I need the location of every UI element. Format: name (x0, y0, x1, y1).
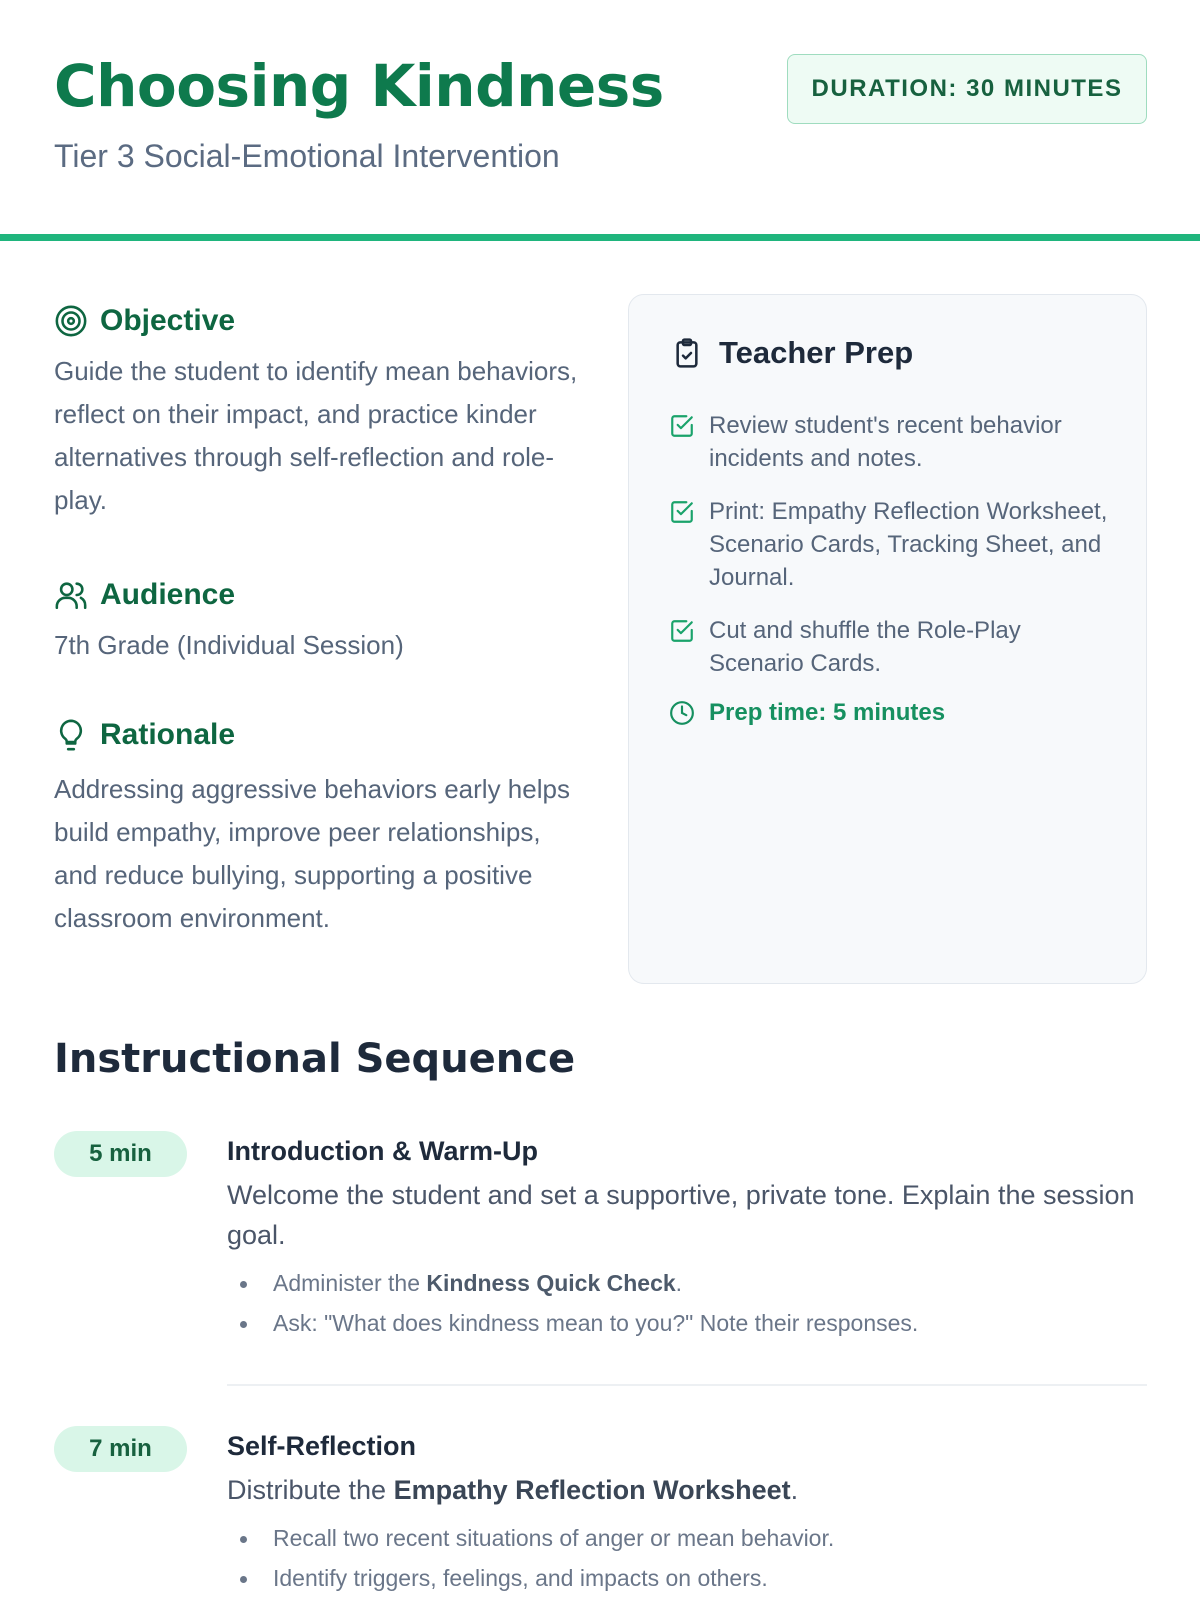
step-bullets (227, 1263, 1147, 1343)
audience-heading (54, 570, 235, 620)
step-content (227, 1131, 1147, 1343)
list-item (227, 1303, 1147, 1343)
bullet-suffix: . (675, 1270, 683, 1296)
teacher-prep-title: Teacher Prep (719, 335, 914, 370)
time-badge: 7 min (54, 1426, 187, 1472)
list-item (227, 1263, 1147, 1303)
clock-icon (669, 700, 695, 726)
prep-item-text: Review student's recent behavior incidents and notes. (709, 412, 1062, 472)
objective-text: Guide the student to identify mean behaviors, reflect on their impact, and practice kinder alternatives through self-reflection and role-play. (54, 356, 578, 515)
objective-heading (54, 296, 235, 346)
list-item (669, 614, 1109, 680)
teacher-prep-card (628, 294, 1147, 984)
bullet-text: Ask: "What does kindness mean to you?" Note their responses. (273, 1310, 919, 1336)
step-title: Self-Reflection (227, 1431, 417, 1461)
prep-item-text: Print: Empathy Reflection Worksheet, Scenario Cards, Tracking Sheet, and Journal. (709, 498, 1108, 591)
target-icon (54, 304, 88, 338)
list-item (227, 1518, 1147, 1558)
step-description: Welcome the student and set a supportive, private tone. Explain the session goal. (227, 1180, 1135, 1250)
rationale-heading (54, 710, 235, 760)
rationale-title: Rationale (100, 718, 236, 751)
page-title: Choosing Kindness (54, 52, 664, 120)
time-badge: 5 min (54, 1131, 187, 1177)
step-bullets (227, 1518, 1147, 1598)
bullet-text: Identify triggers, feelings, and impacts on others. (273, 1565, 768, 1591)
checkbox-checked-icon (669, 618, 695, 644)
teacher-prep-list (669, 409, 1109, 700)
bullet-text: Recall two recent situations of anger or mean behavior. (273, 1525, 835, 1551)
checkbox-checked-icon (669, 499, 695, 525)
bullet-text: Administer the (273, 1270, 427, 1296)
prep-item-text: Cut and shuffle the Role-Play Scenario Cards. (709, 617, 1021, 677)
teacher-prep-heading (671, 335, 913, 371)
description-text: Distribute the (227, 1475, 394, 1505)
duration-badge: DURATION: 30 MINUTES (787, 54, 1147, 124)
sequence-heading: Instructional Sequence (54, 1036, 576, 1082)
step-content (227, 1426, 1147, 1598)
list-item (227, 1558, 1147, 1598)
list-item (669, 409, 1109, 475)
audience-text: 7th Grade (Individual Session) (54, 630, 404, 660)
list-item (669, 495, 1109, 594)
page-header (0, 0, 1200, 242)
step-title: Introduction & Warm-Up (227, 1136, 538, 1166)
prep-time-text: Prep time: 5 minutes (709, 699, 946, 726)
header-divider (0, 234, 1200, 241)
prep-time (669, 699, 945, 727)
description-suffix: . (790, 1475, 799, 1505)
rationale-text: Addressing aggressive behaviors early helps build empathy, improve peer relationships, and reduce bullying, supporting a positive classroom environment. (54, 774, 570, 933)
clipboard-check-icon (671, 337, 703, 369)
audience-title: Audience (100, 578, 236, 611)
lightbulb-icon (54, 718, 88, 752)
page-subtitle: Tier 3 Social-Emotional Intervention (54, 138, 560, 174)
users-icon (54, 578, 88, 612)
checkbox-checked-icon (669, 413, 695, 439)
objective-title: Objective (100, 304, 236, 337)
step-description (227, 1470, 1147, 1510)
description-bold-text: Empathy Reflection Worksheet (393, 1475, 791, 1505)
bullet-bold-text: Kindness Quick Check (426, 1270, 676, 1296)
step-divider (227, 1384, 1147, 1386)
